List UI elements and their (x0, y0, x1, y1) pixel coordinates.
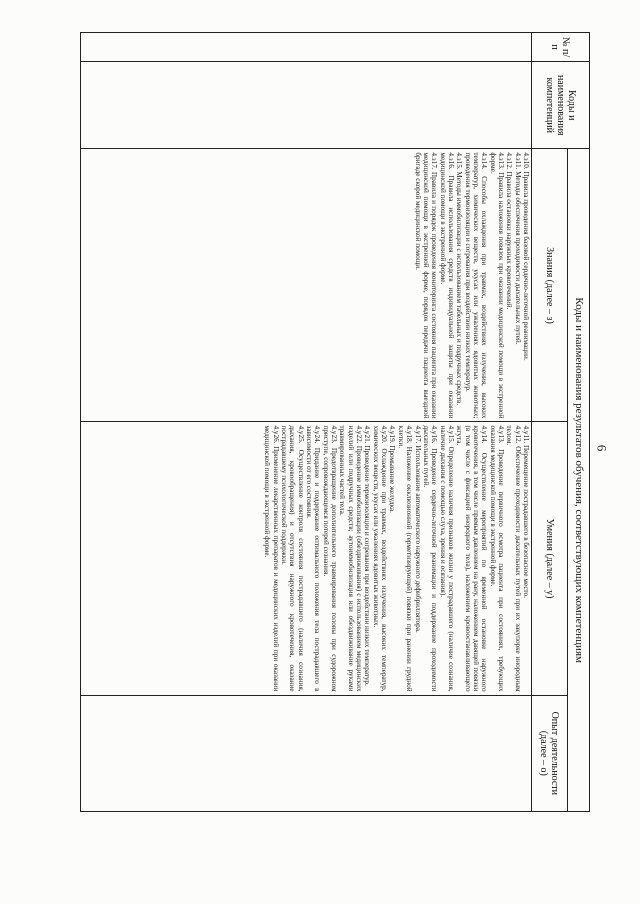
skill-item: 4.у22. Проведение иммобилизации (обездвиживания) с использованием медицинских изделий или подручных средств; аутоиммобилизация или обездвиживание руками травмированных частей тела. (338, 425, 364, 692)
knowledge-item: 4.з12. Правила остановки наружных кровотечений. (505, 152, 514, 310)
rotated-table-wrapper (80, 32, 590, 812)
knowledge-item: 4.з16. Правила использования средств индивидуальной защиты при оказании медицинской помощи в экстренной форме. (438, 152, 455, 419)
knowledge-cell (81, 149, 532, 422)
skill-item: 4.у23. Предотвращение дополнительного травмирования головы при судорожном приступе, сопровождающемся потерей сознания. (321, 425, 339, 692)
skill-item: 4.у26. Применение лекарственных препаратов и медицинских изделий при оказании медицинской помощи в экстренной форме. (263, 425, 280, 692)
skill-item: 4.у13. Проведение первичного осмотра пациента при состояниях, требующих оказания медицинской помощи в экстренной форме. (488, 425, 505, 692)
cell-num (81, 33, 532, 62)
skill-item: 4.у19. Промывание желудка. (388, 425, 397, 513)
skill-item: 4.у14. Осуществление мероприятий по временной остановке наружного кровотечения, в том числе прямым давлением на рану, наложением давящей повязки (в том числе с фиксацией инородного тела), наложением кровоостанавливающего жгута. (455, 425, 489, 692)
skill-item: 4.у21. Проведение термоизоляции и согревания при воздействии низких температур. (363, 425, 372, 686)
knowledge-item: 4.з10. Правила проведения базовой сердечно-легочной реанимации. (522, 152, 530, 361)
skill-item: 4.у11. Перемещение пострадавшего в безопасное место. (522, 425, 530, 598)
skills-cell (81, 422, 532, 695)
knowledge-item: 4.з13. Правила наложения повязок при оказании медицинской помощи в экстренной форме. (488, 152, 505, 419)
skill-item: 4.у12. Обеспечение проходимости дыхательных путей при их закупорке инородным телом. (505, 425, 522, 692)
knowledge-item: 4.з17. Правила и порядок проведения мониторинга состояния пациента при оказании медицинской помощи в экстренной форме, порядок передачи пациента выездной бригаде скорой медицинской помощи. (413, 152, 439, 419)
knowledge-item: 4.з14. Способы охлаждения при травмах, воздействиях излучения, высоких температур, химических веществ, укусах или ужалениях ядовитых животных; проведения термоизоляции и согревания при воздействии низких температур. (463, 152, 489, 419)
skill-item: 4.у24. Придание и поддержание оптимального положения тела пострадавшего в зависимости от его состояния. (305, 425, 322, 692)
knowledge-item: 4.з15. Методы иммобилизации с использованием табельных и подручных средств. (455, 152, 464, 406)
skill-item: 4.у16. Проведение сердечно-легочной реанимации и поддержание проходимости дыхательных путей. (421, 425, 439, 692)
page-number: 6 (594, 444, 610, 452)
skill-item: 4.у20. Охлаждение при травмах, воздействиях излучения, высоких температур, химических веществ, укусах или ужалениях ядовитых животных. (371, 425, 389, 692)
knowledge-item: 4.з11. Методы обеспечения проходимости дыхательных путей. (513, 152, 522, 345)
header-num: № п/п (532, 33, 590, 62)
header-knowledge: Знания (далее – з) (532, 149, 568, 422)
skill-item: 4.у25. Осуществление контроля состояния пострадавшего (наличия сознания, дыхания, кровообращения) и отсутствия наружного кровотечения, оказание пострадавшему психологической поддержки. (280, 425, 305, 692)
skill-item: 4.у18. Наложение окклюзионной (герметизирующей) повязки при ранении грудной клетки. (396, 425, 414, 692)
skill-item: 4.у15. Определение наличия признаков жизни у пострадавшего (наличие сознания, наличие дыхания с помощью слуха, зрения и осязания). (438, 425, 455, 692)
experience-cell (81, 695, 532, 811)
header-experience: Опыт деятельности (далее – о) (532, 695, 568, 811)
header-codes: Коды и наименования компетенций (532, 62, 590, 149)
header-skills: Умения (далее – у) (532, 422, 568, 695)
header-results-group: Коды и наименования результатов обучения, соответствующих компетенциям (568, 149, 590, 812)
cell-codes (81, 62, 532, 149)
skill-item: 4.у17. Использование автоматического наружного дефибриллятора. (413, 425, 422, 633)
competencies-table (80, 32, 590, 812)
